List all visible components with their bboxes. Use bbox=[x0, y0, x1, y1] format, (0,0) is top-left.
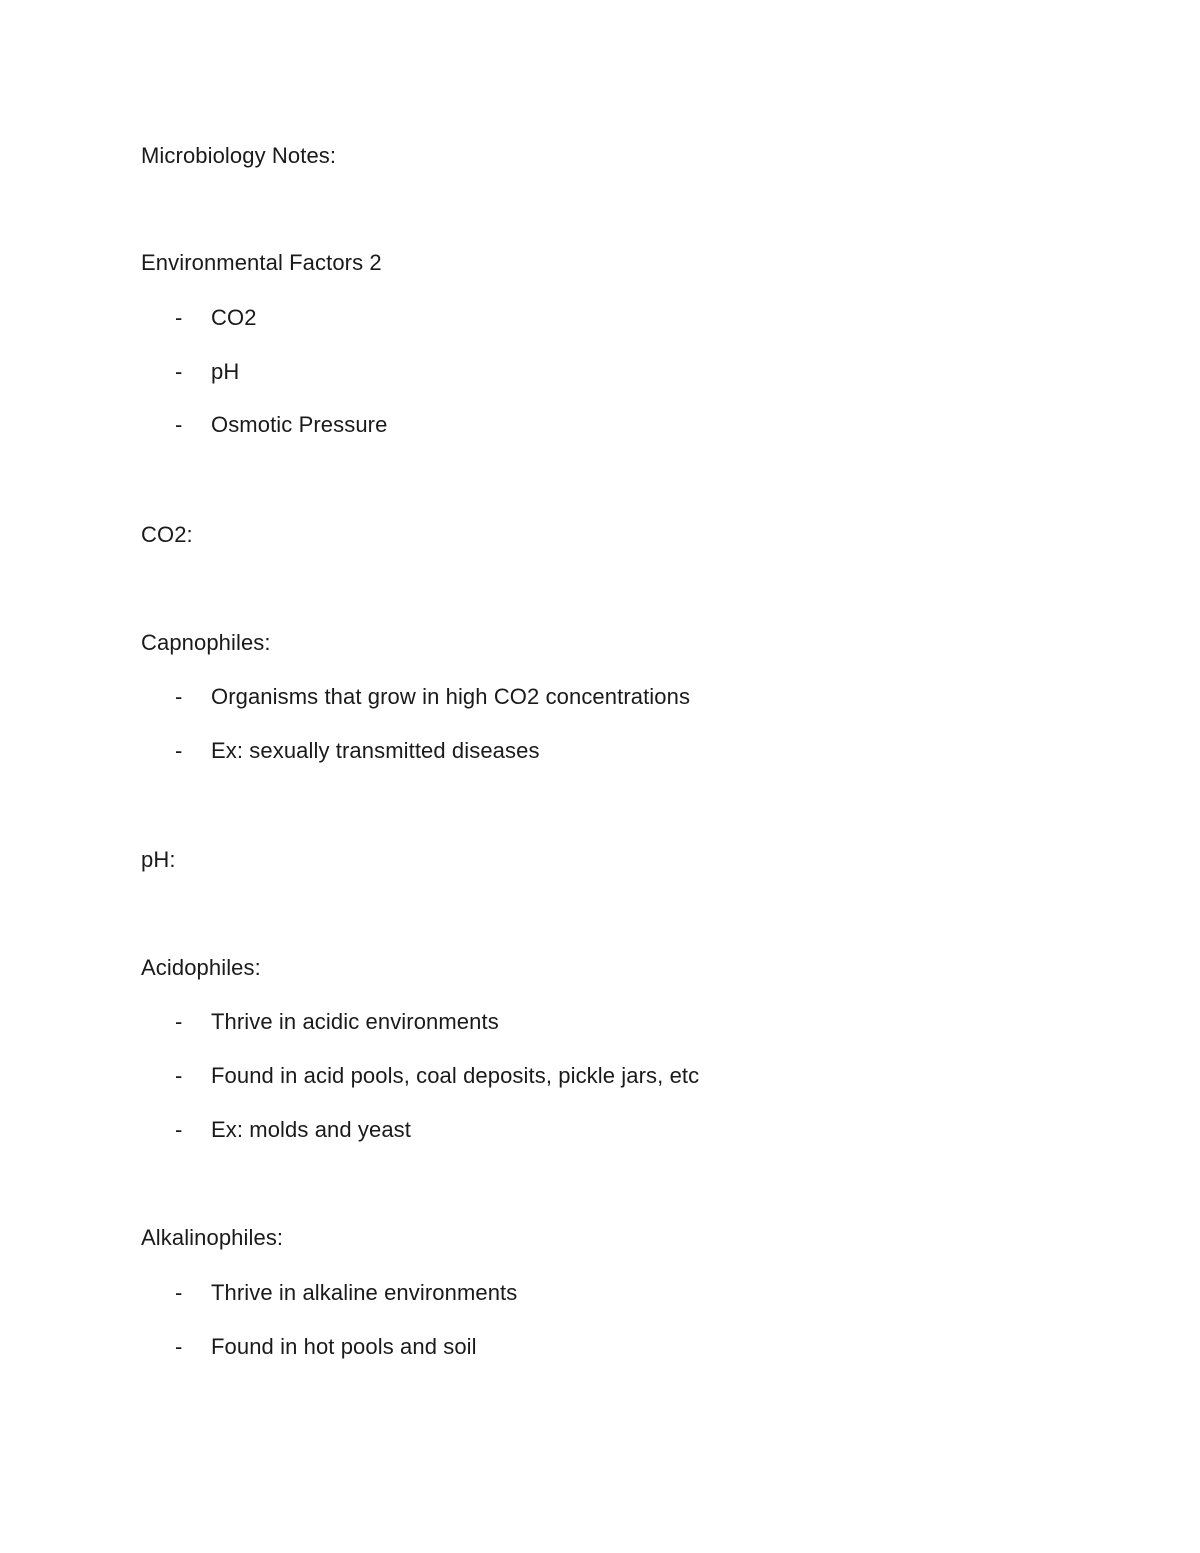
bullet-dash: - bbox=[175, 1117, 183, 1142]
bullet-dash: - bbox=[175, 1280, 183, 1305]
list-item-text: Organisms that grow in high CO2 concentrations bbox=[211, 684, 691, 709]
section-heading-alkalinophiles: Alkalinophiles: bbox=[141, 1225, 284, 1250]
list-item-text: Ex: molds and yeast bbox=[211, 1117, 411, 1142]
document-title: Microbiology Notes: bbox=[141, 143, 337, 168]
bullet-dash: - bbox=[175, 1063, 183, 1088]
bullet-dash: - bbox=[175, 1334, 183, 1359]
section-heading-acidophiles: Acidophiles: bbox=[141, 955, 261, 980]
bullet-dash: - bbox=[175, 684, 183, 709]
list-item-text: pH bbox=[211, 359, 240, 384]
list-item-text: Found in acid pools, coal deposits, pickle jars, etc bbox=[211, 1063, 700, 1088]
bullet-dash: - bbox=[175, 412, 183, 437]
bullet-dash: - bbox=[175, 738, 183, 763]
list-item-text: Found in hot pools and soil bbox=[211, 1334, 477, 1359]
list-item-text: Osmotic Pressure bbox=[211, 412, 388, 437]
list-item-text: CO2 bbox=[211, 305, 257, 330]
list-item-text: Thrive in acidic environments bbox=[211, 1009, 499, 1034]
bullet-dash: - bbox=[175, 1009, 183, 1034]
section-heading-environmental-factors: Environmental Factors 2 bbox=[141, 250, 382, 275]
list-item-text: Ex: sexually transmitted diseases bbox=[211, 738, 540, 763]
bullet-dash: - bbox=[175, 305, 183, 330]
section-heading-ph: pH: bbox=[141, 847, 176, 872]
section-heading-co2: CO2: bbox=[141, 522, 193, 547]
bullet-dash: - bbox=[175, 359, 183, 384]
section-heading-capnophiles: Capnophiles: bbox=[141, 630, 271, 655]
list-item-text: Thrive in alkaline environments bbox=[211, 1280, 518, 1305]
